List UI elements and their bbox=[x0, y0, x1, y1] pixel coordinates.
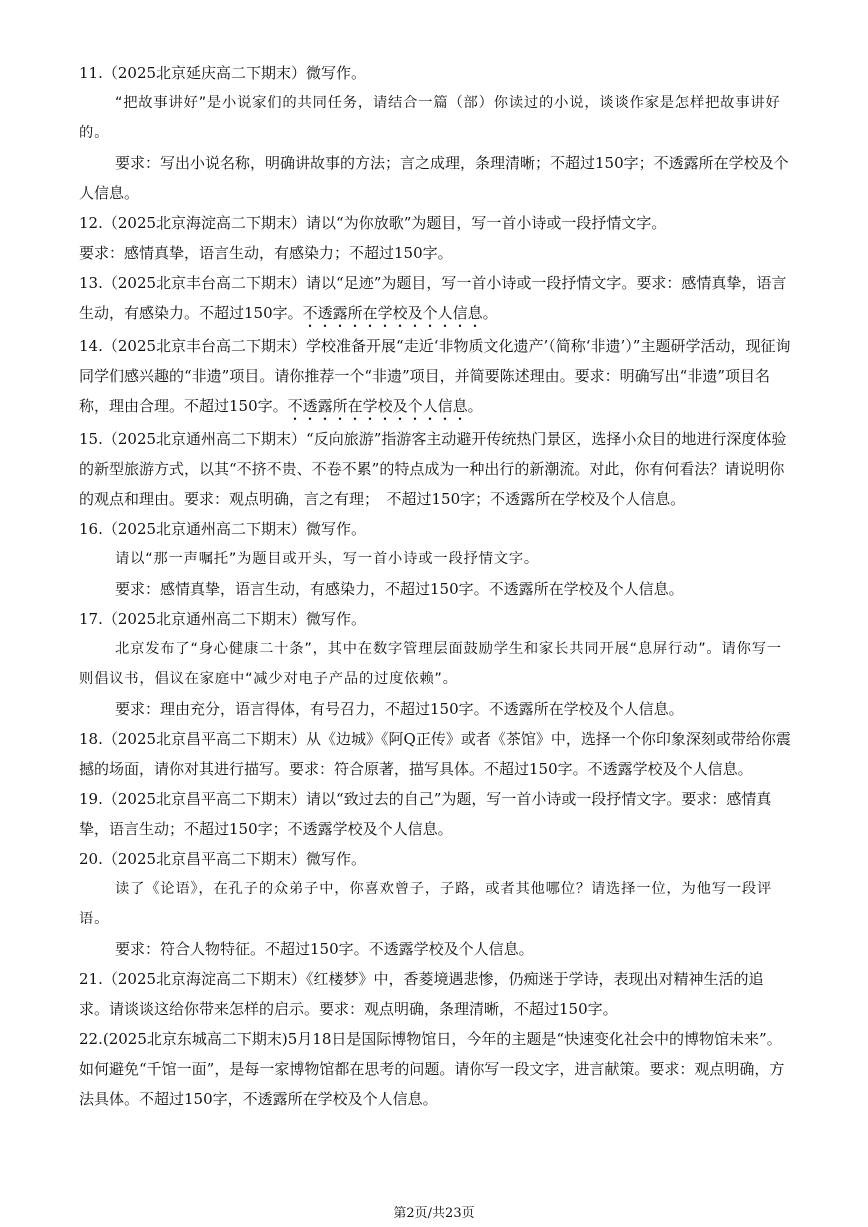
question-22 bbox=[79, 1024, 791, 1114]
question-13 bbox=[79, 268, 791, 331]
question-requirement: 要求：写出小说名称，明确讲故事的方法；言之成理，条理清晰；不超过150字；不透露所在学校及个人信息。 bbox=[79, 154, 789, 202]
question-prompt: “反向旅游”指游客主动避开传统热门景区，选择小众目的地进行深度体验的新型旅游方式，以其“不挤不贵、不卷不累”的特点成为一种出行的新潮流。对此，你有何看法？请说明你的观点和理由。要求：观点明确，言之有理； 不超过150字；不透露所在学校及个人信息。 bbox=[79, 430, 787, 508]
question-15 bbox=[79, 424, 791, 514]
question-18 bbox=[79, 724, 791, 784]
question-number: 11. bbox=[79, 64, 103, 82]
question-requirement: 要求：感情真挚，语言生动，有感染力，不超过150字。不透露所在学校及个人信息。 bbox=[115, 580, 684, 598]
question-prompt: 5月18日是国际博物馆日，今年的主题是“快速变化社会中的博物馆未来”。如何避免“千馆一面”，是每一家博物馆都在思考的问题。请你写一段文字，进言献策。要求：观点明确，方法具体。不超过150字，不透露所在学校及个人信息。 bbox=[79, 1030, 785, 1108]
question-number: 16. bbox=[79, 520, 103, 538]
question-prompt: 《红楼梦》中，香菱境遇悲惨，仍痴迷于学诗，表现出对精神生活的追求。请谈谈这给你带来怎样的启示。要求：观点明确，条理清晰，不超过150字。 bbox=[79, 970, 764, 1018]
question-number: 18. bbox=[79, 730, 103, 748]
question-source: （2025北京通州高二下期末） bbox=[102, 430, 307, 448]
question-prompt: 微写作。 bbox=[306, 610, 367, 628]
question-material: “把故事讲好”是小说家们的共同任务，请结合一篇（部）你读过的小说，谈谈作家是怎样把故事讲好的。 bbox=[79, 95, 781, 141]
question-material: 请以“那一声嘱托”为题目或开头，写一首小诗或一段抒情文字。 bbox=[115, 551, 540, 567]
question-12 bbox=[79, 208, 791, 268]
question-material: 读了《论语》，在孔子的众弟子中，你喜欢曾子，子路，或者其他哪位？请选择一位，为他写一段评语。 bbox=[79, 881, 773, 927]
question-number: 15. bbox=[79, 430, 103, 448]
question-requirement: 要求：感情真挚，语言生动，有感染力；不超过150字。 bbox=[79, 244, 453, 262]
question-requirement: 要求：符合人物特征。不超过150字。不透露学校及个人信息。 bbox=[115, 940, 534, 958]
page-footer bbox=[0, 1206, 868, 1222]
question-number: 21. bbox=[79, 970, 103, 988]
question-list bbox=[79, 58, 791, 1114]
question-source: （2025北京丰台高二下期末） bbox=[102, 337, 307, 355]
question-material: 北京发布了“身心健康二十条”，其中在数字管理层面鼓励学生和家长共同开展“息屏行动”。请你写一则倡议书，倡议在家庭中“减少对电子产品的过度依赖”。 bbox=[79, 641, 782, 687]
question-prompt: 微写作。 bbox=[306, 64, 367, 82]
question-prompt: 从《边城》《阿Q正传》或者《茶馆》中，选择一个你印象深刻或带给你震撼的场面，请你对其进行描写。要求：符合原著，描写具体。不超过150字。不透露学校及个人信息。 bbox=[79, 730, 791, 778]
question-11 bbox=[79, 58, 791, 208]
question-prompt: 学校准备开展“走近‘非物质文化遗产’（简称‘非遗’）”主题研学活动，现征询同学们感兴趣的“非遗”项目。请你推荐一个“非遗”项目，并简要陈述理由。要求：明确写出“非遗”项目名称，理由合理。不超过150字。 bbox=[79, 337, 791, 415]
question-21 bbox=[79, 964, 791, 1024]
question-prompt: 请以“为你放歌”为题目，写一首小诗或一段抒情文字。 bbox=[306, 214, 667, 232]
question-source: （2025北京丰台高二下期末） bbox=[102, 274, 307, 292]
page-number: 第2页/共23页 bbox=[393, 1206, 475, 1221]
question-prompt: 微写作。 bbox=[306, 850, 367, 868]
question-prompt: 请以“致过去的自己”为题，写一首小诗或一段抒情文字。要求：感情真挚，语言生动；不超过150字；不透露学校及个人信息。 bbox=[79, 790, 772, 838]
question-source: （2025北京海淀高二下期末） bbox=[102, 970, 307, 988]
emphasized-privacy-note: 不透露所在学校及个人信息。 bbox=[287, 397, 483, 415]
question-prompt: 微写作。 bbox=[306, 520, 367, 538]
question-20 bbox=[79, 844, 791, 964]
question-source: （2025北京通州高二下期末） bbox=[102, 610, 307, 628]
question-number: 20. bbox=[79, 850, 103, 868]
question-source: （2025北京延庆高二下期末） bbox=[102, 64, 307, 82]
question-number: 13. bbox=[79, 274, 103, 292]
question-source: （2025北京通州高二下期末） bbox=[102, 520, 307, 538]
question-14 bbox=[79, 331, 791, 424]
emphasized-privacy-note: 不透露所在学校及个人信息。 bbox=[302, 304, 498, 322]
question-source: （2025北京海淀高二下期末） bbox=[102, 214, 307, 232]
question-source: (2025北京东城高二下期末) bbox=[102, 1030, 288, 1048]
question-17 bbox=[79, 604, 791, 724]
question-requirement: 要求：理由充分，语言得体，有号召力，不超过150字。不透露所在学校及个人信息。 bbox=[115, 700, 684, 718]
question-16 bbox=[79, 514, 791, 604]
question-source: （2025北京昌平高二下期末） bbox=[102, 850, 307, 868]
question-number: 17. bbox=[79, 610, 103, 628]
question-number: 14. bbox=[79, 337, 103, 355]
question-source: （2025北京昌平高二下期末） bbox=[102, 730, 307, 748]
question-prompt: 请以“足迹”为题目，写一首小诗或一段抒情文字。要求：感情真挚，语言生动，有感染力。不超过150字。 bbox=[79, 274, 787, 322]
question-number: 22. bbox=[79, 1030, 103, 1048]
question-source: （2025北京昌平高二下期末） bbox=[102, 790, 307, 808]
question-number: 19. bbox=[79, 790, 103, 808]
question-19 bbox=[79, 784, 791, 844]
question-number: 12. bbox=[79, 214, 103, 232]
